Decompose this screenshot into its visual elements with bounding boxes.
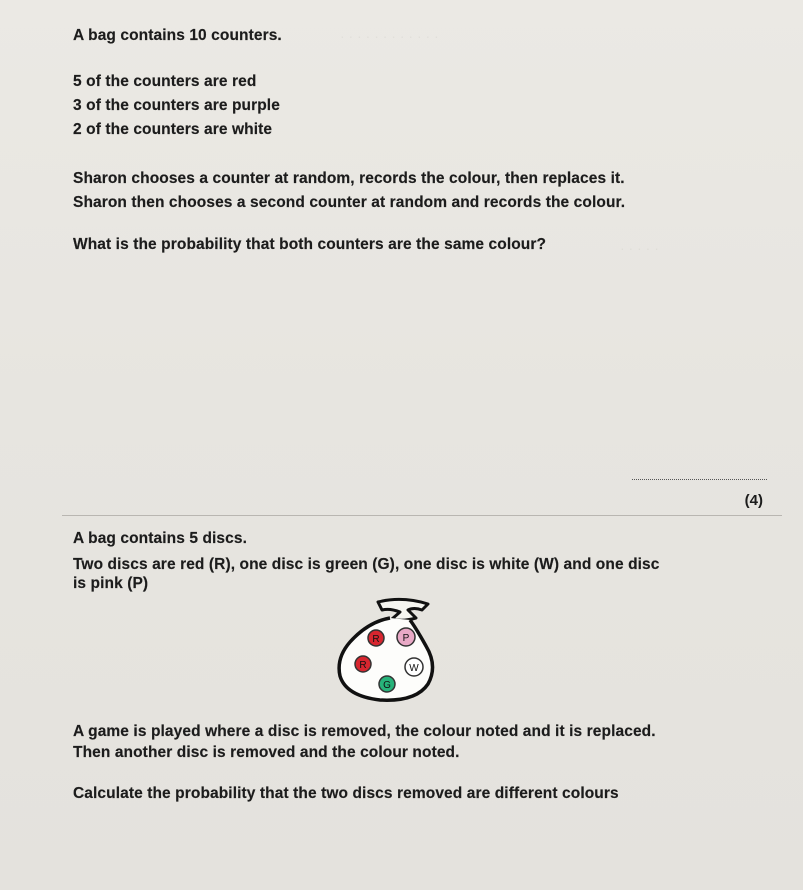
- q2-description: is pink (P): [73, 575, 149, 592]
- q2-calc-text: Calculate the probability that the two discs removed are: [73, 785, 495, 802]
- show-through-text: · · · · · · · · · · · ·: [340, 28, 439, 44]
- q1-intro: A bag contains 10 counters.: [73, 27, 282, 44]
- q2-calc-text-end: colours: [557, 785, 619, 802]
- show-through-text: · · · · ·: [620, 240, 659, 256]
- q2-replaced-emphasis: replaced: [586, 723, 652, 740]
- q1-marks: (4): [744, 492, 763, 509]
- q2-description: Two discs are red (R), one disc is green (G), one disc is white (W) and one disc: [73, 556, 660, 573]
- q1-fact: 3 of the counters are purple: [73, 97, 280, 114]
- q1-fact: 2 of the counters are white: [73, 121, 273, 138]
- disc-pink: [397, 628, 415, 646]
- svg-text:W: W: [409, 663, 419, 674]
- q2-intro: A bag contains 5 discs.: [73, 530, 247, 547]
- question-divider: [62, 515, 782, 516]
- q2-game-text: A game is played where a disc is removed, the colour noted and it is: [73, 723, 587, 740]
- q2-calculate-question: [73, 785, 619, 803]
- disc-green: [379, 676, 395, 692]
- svg-text:G: G: [383, 680, 391, 691]
- q1-answer-line[interactable]: [632, 479, 767, 480]
- q2-different-emphasis: different: [494, 785, 558, 802]
- disc-white: [405, 658, 423, 676]
- q2-game-description: Then another disc is removed and the colour noted.: [73, 744, 460, 761]
- svg-text:R: R: [359, 660, 367, 671]
- q1-question: What is the probability that both counters are the same colour?: [73, 236, 547, 253]
- svg-text:P: P: [402, 633, 410, 644]
- q2-game-text-end: .: [651, 723, 656, 740]
- disc-red-1: [368, 630, 384, 646]
- q1-fact: 5 of the counters are red: [73, 73, 257, 90]
- bag-of-discs-illustration: [330, 592, 440, 707]
- q1-procedure: Sharon chooses a counter at random, records the colour, then replaces it.: [73, 170, 625, 187]
- svg-text:R: R: [372, 634, 380, 645]
- q2-game-description: [73, 723, 656, 741]
- disc-red-2: [355, 656, 371, 672]
- q1-procedure: Sharon then chooses a second counter at random and records the colour.: [73, 194, 626, 211]
